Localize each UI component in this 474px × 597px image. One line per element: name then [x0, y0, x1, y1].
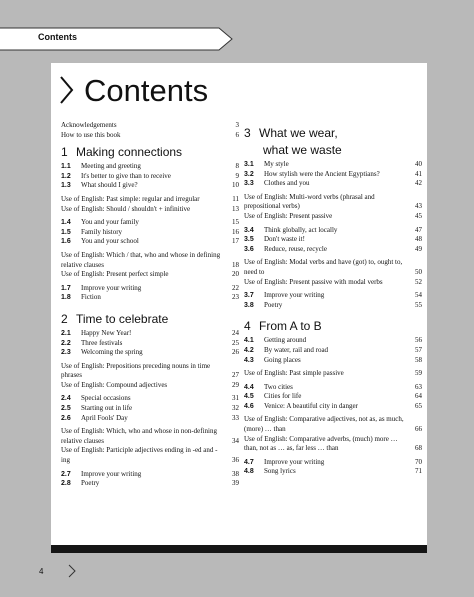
entry-number: 1.5: [61, 228, 71, 236]
tab-label: Contents: [38, 32, 77, 42]
page-number: 4: [39, 567, 44, 576]
entry-number: 3.3: [244, 180, 254, 188]
entry-title: Improve your writing: [81, 469, 142, 478]
entry-page: 59: [415, 369, 422, 378]
entry-page: 26: [232, 348, 239, 357]
unit-number: 2: [61, 311, 68, 326]
entry-number: 4.7: [244, 458, 254, 466]
unit-heading: [61, 145, 239, 159]
unit-title: What we wear,: [259, 126, 338, 140]
entry-number: 1.6: [61, 238, 71, 246]
unit-title: Making connections: [76, 145, 183, 160]
entry-page: 17: [232, 237, 239, 246]
entry-number: 3.4: [244, 226, 254, 234]
entry-number: 1.1: [61, 163, 71, 171]
toc-entry: [61, 172, 239, 182]
unit-title-line2: what we waste: [263, 143, 342, 157]
toc-entry: [244, 301, 422, 311]
toc-entry: [244, 415, 422, 434]
toc-entry: [61, 205, 239, 215]
entry-page: 52: [415, 277, 422, 286]
toc-entry: [61, 251, 239, 270]
entry-title: Getting around: [264, 336, 307, 345]
toc-entry: [61, 329, 239, 339]
page-title: Contents: [84, 73, 209, 108]
entry-number: 3.2: [244, 170, 254, 178]
toc-entry: [244, 179, 422, 189]
entry-title: By water, rail and road: [264, 345, 329, 354]
unit-heading: [61, 312, 239, 326]
unit-heading: [244, 126, 422, 140]
toc-entry: [244, 458, 422, 468]
entry-title: Use of English: Multi-word verbs (phrasal and prepositional verbs): [244, 192, 375, 211]
toc-entry: [244, 170, 422, 180]
toc-entry: [244, 392, 422, 402]
entry-title: It's better to give than to receive: [81, 171, 171, 180]
entry-title: Use of English: Comparative adjectives, not as, as much, (more) … than: [244, 415, 404, 434]
entry-title: Going places: [264, 355, 301, 364]
toc-entry: [244, 226, 422, 236]
entry-title: Use of English: Past simple: regular and irregular: [61, 194, 200, 203]
entry-title: Use of English: Comparative adverbs, (much) more … than, not as … as, far less … than: [244, 434, 398, 453]
toc-entry: [61, 293, 239, 303]
entry-page: 22: [232, 283, 239, 292]
entry-page: 24: [232, 328, 239, 337]
entry-page: 18: [232, 260, 239, 269]
toc-entry: [61, 381, 239, 391]
entry-title: Song lyrics: [264, 467, 296, 476]
entry-title: Think globally, act locally: [264, 225, 338, 234]
entry-title: Use of English: Present passive: [244, 211, 333, 220]
entry-page: 29: [232, 380, 239, 389]
toc-right-column: [244, 121, 422, 481]
entry-page: 56: [415, 336, 422, 345]
entry-page: 8: [235, 162, 239, 171]
entry-page: 23: [232, 293, 239, 302]
entry-number: 4.1: [244, 337, 254, 345]
toc-entry: [61, 414, 239, 424]
entry-number: 2.6: [61, 414, 71, 422]
entry-number: 1.4: [61, 219, 71, 227]
entry-number: 4.3: [244, 356, 254, 364]
entry-title: Don't waste it!: [264, 235, 305, 244]
entry-title: You and your school: [81, 237, 139, 246]
entry-title: Use of English: Present passive with modal verbs: [244, 277, 383, 286]
entry-number: 2.8: [61, 480, 71, 488]
toc-entry: [61, 284, 239, 294]
entry-number: 2.4: [61, 395, 71, 403]
entry-title: Use of English: Participle adjectives ending in -ed and -ing: [61, 446, 218, 465]
entry-title: How stylish were the Ancient Egyptians?: [264, 169, 380, 178]
entry-title: Use of English: Past simple passive: [244, 369, 344, 378]
entry-number: 2.3: [61, 349, 71, 357]
tab-shape: [0, 27, 236, 51]
toc-entry: [61, 394, 239, 404]
entry-page: 20: [232, 270, 239, 279]
entry-page: 63: [415, 382, 422, 391]
entry-title: Poetry: [264, 300, 283, 309]
toc-entry: [244, 467, 422, 477]
unit-number: 4: [244, 319, 251, 334]
entry-title: April Fools' Day: [81, 413, 128, 422]
entry-number: 2.7: [61, 470, 71, 478]
entry-page: 11: [232, 194, 239, 203]
toc-entry: [61, 479, 239, 489]
entry-title: Improve your writing: [264, 457, 325, 466]
section-tab: [0, 27, 232, 51]
entry-page: 68: [415, 444, 422, 453]
entry-page: 33: [232, 413, 239, 422]
entry-number: 3.1: [244, 161, 254, 168]
toc-entry: [244, 235, 422, 245]
entry-title: Improve your writing: [264, 291, 325, 300]
toc-entry: [244, 291, 422, 301]
entry-page: 32: [232, 404, 239, 413]
unit-title: Time to celebrate: [76, 311, 169, 326]
entry-page: 40: [415, 160, 422, 168]
entry-page: 3: [235, 121, 239, 129]
entry-page: 50: [415, 267, 422, 276]
entry-title: Fiction: [81, 293, 101, 302]
entry-page: 16: [232, 227, 239, 236]
toc-entry: [244, 336, 422, 346]
entry-number: 1.3: [61, 182, 71, 190]
spacer: [244, 477, 422, 481]
toc-entry: [61, 195, 239, 205]
entry-number: 2.5: [61, 405, 71, 413]
entry-page: 9: [235, 171, 239, 180]
entry-page: 34: [232, 436, 239, 445]
entry-number: 1.2: [61, 172, 71, 180]
entry-title: What should I give?: [81, 181, 138, 190]
entry-title: How to use this book: [61, 130, 121, 139]
entry-page: 41: [415, 169, 422, 178]
entry-page: 55: [415, 300, 422, 309]
toc-entry: [61, 270, 239, 280]
toc-entry: [61, 470, 239, 480]
entry-title: Cities for life: [264, 392, 302, 401]
entry-page: 58: [415, 355, 422, 364]
toc-entry: [244, 278, 422, 288]
entry-title: Meeting and greeting: [81, 162, 141, 171]
toc-entry: [61, 427, 239, 446]
entry-title: Special occasions: [81, 394, 131, 403]
entry-page: 10: [232, 181, 239, 190]
entry-title: Three festivals: [81, 338, 123, 347]
entry-title: Acknowledgements: [61, 121, 117, 129]
entry-title: Improve your writing: [81, 283, 142, 292]
entry-number: 3.5: [244, 236, 254, 244]
entry-page: 27: [232, 371, 239, 380]
entry-number: 4.6: [244, 402, 254, 410]
entry-title: Use of English: Compound adjectives: [61, 380, 168, 389]
entry-page: 70: [415, 457, 422, 466]
entry-page: 25: [232, 338, 239, 347]
toc-entry: [61, 131, 239, 141]
entry-page: 43: [415, 202, 422, 211]
entry-title: Use of English: Which / that, who and whose in defining relative clauses: [61, 250, 221, 269]
toc-entry: [244, 356, 422, 366]
toc-entry: [244, 383, 422, 393]
toc-entry: [244, 346, 422, 356]
entry-number: 4.5: [244, 393, 254, 401]
entry-page: 6: [235, 130, 239, 139]
entry-page: 71: [415, 467, 422, 476]
entry-number: 1.7: [61, 284, 71, 292]
entry-title: Reduce, reuse, recycle: [264, 244, 327, 253]
entry-title: Starting out in life: [81, 404, 133, 413]
entry-page: 15: [232, 218, 239, 227]
title-chevron-icon: [58, 75, 76, 105]
toc-entry: [244, 435, 422, 454]
next-chevron-icon: [67, 564, 77, 578]
entry-title: You and your family: [81, 218, 139, 227]
entry-number: 1.8: [61, 294, 71, 302]
toc-entry: [244, 258, 422, 277]
entry-page: 45: [415, 211, 422, 220]
toc-entry: [244, 160, 422, 170]
entry-page: 65: [415, 401, 422, 410]
toc-entry: [61, 162, 239, 172]
toc-entry: [244, 193, 422, 212]
entry-page: 38: [232, 469, 239, 478]
toc-entry: [61, 446, 239, 465]
unit-number: 1: [61, 145, 68, 160]
toc-entry: [61, 362, 239, 381]
entry-page: 13: [232, 204, 239, 213]
entry-title: Use of English: Which, who and whose in non-defining relative clauses: [61, 427, 217, 445]
entry-page: 57: [415, 345, 422, 354]
entry-number: 4.8: [244, 468, 254, 476]
entry-number: 3.6: [244, 245, 254, 253]
toc-entry: [61, 181, 239, 191]
toc-entry: [244, 212, 422, 222]
entry-page: 31: [232, 394, 239, 403]
entry-title: Poetry: [81, 479, 100, 488]
toc-entry: [244, 369, 422, 379]
entry-title: Use of English: Modal verbs and have (got) to, ought to, need to: [244, 258, 403, 276]
entry-title: Use of English: Prepositions preceding nouns in time phrases: [61, 361, 211, 380]
toc-entry: [61, 121, 239, 131]
unit-heading: [244, 319, 422, 333]
entry-title: My style: [264, 160, 289, 168]
entry-number: 3.7: [244, 292, 254, 300]
toc-entry: [61, 404, 239, 414]
toc-entry: [61, 228, 239, 238]
spacer: [244, 310, 422, 314]
entry-number: 2.2: [61, 339, 71, 347]
entry-title: Two cities: [264, 382, 293, 391]
spacer: [61, 303, 239, 307]
footer-bar: [51, 545, 427, 553]
unit-number: 3: [244, 126, 251, 140]
entry-title: Use of English: Present perfect simple: [61, 270, 169, 279]
entry-page: 48: [415, 235, 422, 244]
entry-title: Venice: A beautiful city in danger: [264, 401, 358, 410]
toc-entry: [61, 339, 239, 349]
entry-number: 3.8: [244, 301, 254, 309]
entry-page: 66: [415, 425, 422, 434]
entry-title: Use of English: Should / shouldn't + infinitive: [61, 204, 191, 213]
toc-entry: [244, 402, 422, 412]
entry-title: Clothes and you: [264, 179, 310, 188]
entry-number: 4.4: [244, 383, 254, 391]
entry-page: 39: [232, 479, 239, 488]
entry-title: Family history: [81, 227, 123, 236]
entry-title: Happy New Year!: [81, 328, 132, 337]
toc-entry: [61, 237, 239, 247]
entry-title: Welcoming the spring: [81, 348, 143, 357]
entry-page: 36: [232, 456, 239, 465]
entry-page: 54: [415, 291, 422, 300]
toc-entry: [61, 348, 239, 358]
entry-number: 2.1: [61, 329, 71, 337]
entry-page: 42: [415, 179, 422, 188]
entry-page: 47: [415, 225, 422, 234]
unit-title: From A to B: [259, 319, 322, 334]
toc-entry: [61, 218, 239, 228]
entry-number: 4.2: [244, 346, 254, 354]
entry-page: 49: [415, 244, 422, 253]
entry-page: 64: [415, 392, 422, 401]
toc-entry: [244, 245, 422, 255]
spacer: [61, 489, 239, 493]
toc-left-column: [61, 121, 239, 493]
